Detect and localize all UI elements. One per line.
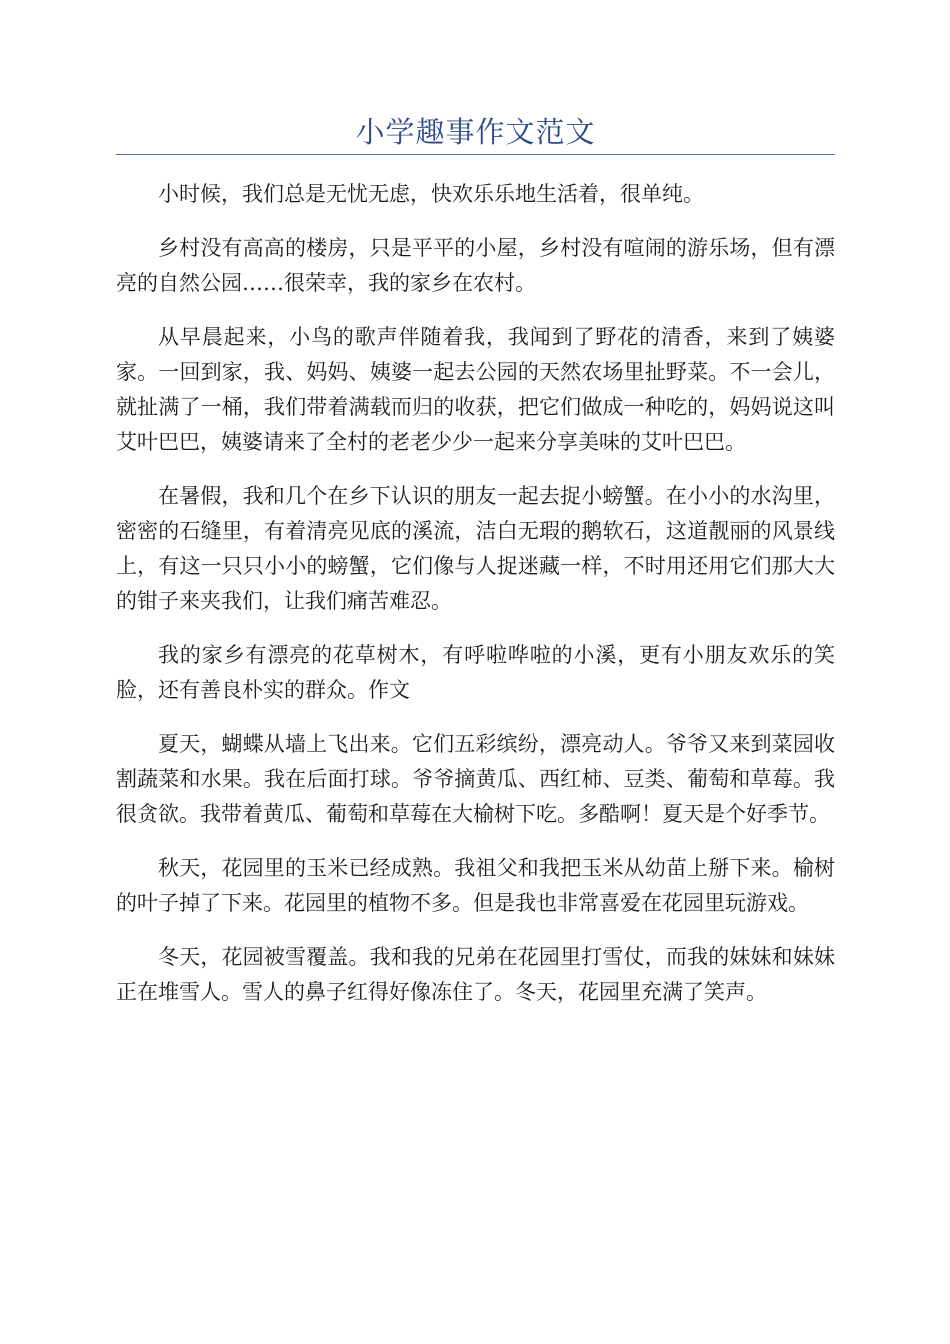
document-page — [116, 112, 835, 1029]
paragraph: 秋天，花园里的玉米已经成熟。我祖父和我把玉米从幼苗上掰下来。榆树的叶子掉了下来。花园里的植物不多。但是我也非常喜爱在花园里玩游戏。 — [116, 856, 835, 915]
paragraph: 夏天，蝴蝶从墙上飞出来。它们五彩缤纷，漂亮动人。爷爷又来到菜园收割蔬菜和水果。我在后面打球。爷爷摘黄瓜、西红柿、豆类、葡萄和草莓。我很贪欲。我带着黄瓜、葡萄和草莓在大榆树下吃。多酷啊！夏天是个好季节。 — [116, 732, 835, 826]
paragraph: 从早晨起来，小鸟的歌声伴随着我，我闻到了野花的清香，来到了姨婆家。一回到家，我、妈妈、姨婆一起去公园的天然农场里扯野菜。不一会儿，就扯满了一桶，我们带着满载而归的收获，把它们做成一种吃的，妈妈说这叫艾叶巴巴，姨婆请来了全村的老老少少一起来分享美味的艾叶巴巴。 — [116, 325, 835, 454]
paragraph: 我的家乡有漂亮的花草树木，有呼啦哗啦的小溪，更有小朋友欢乐的笑脸，还有善良朴实的群众。作文 — [116, 643, 835, 702]
paragraph: 冬天，花园被雪覆盖。我和我的兄弟在花园里打雪仗，而我的妹妹和妹妹正在堆雪人。雪人的鼻子红得好像冻住了。冬天，花园里充满了笑声。 — [116, 945, 835, 1004]
paragraph: 小时候，我们总是无忧无虑，快欢乐乐地生活着，很单纯。 — [158, 182, 704, 206]
document-title: 小学趣事作文范文 — [116, 112, 835, 155]
document-body — [116, 177, 835, 1010]
paragraph: 在暑假，我和几个在乡下认识的朋友一起去捉小螃蟹。在小小的水沟里，密密的石缝里，有着清亮见底的溪流，洁白无瑕的鹅软石，这道靓丽的风景线上，有这一只只小小的螃蟹，它们像与人捉迷藏一样，不时用还用它们那大大的钳子来夹我们，让我们痛苦难忍。 — [116, 484, 835, 613]
paragraph: 乡村没有高高的楼房，只是平平的小屋，乡村没有喧闹的游乐场，但有漂亮的自然公园……很荣幸，我的家乡在农村。 — [116, 236, 835, 295]
